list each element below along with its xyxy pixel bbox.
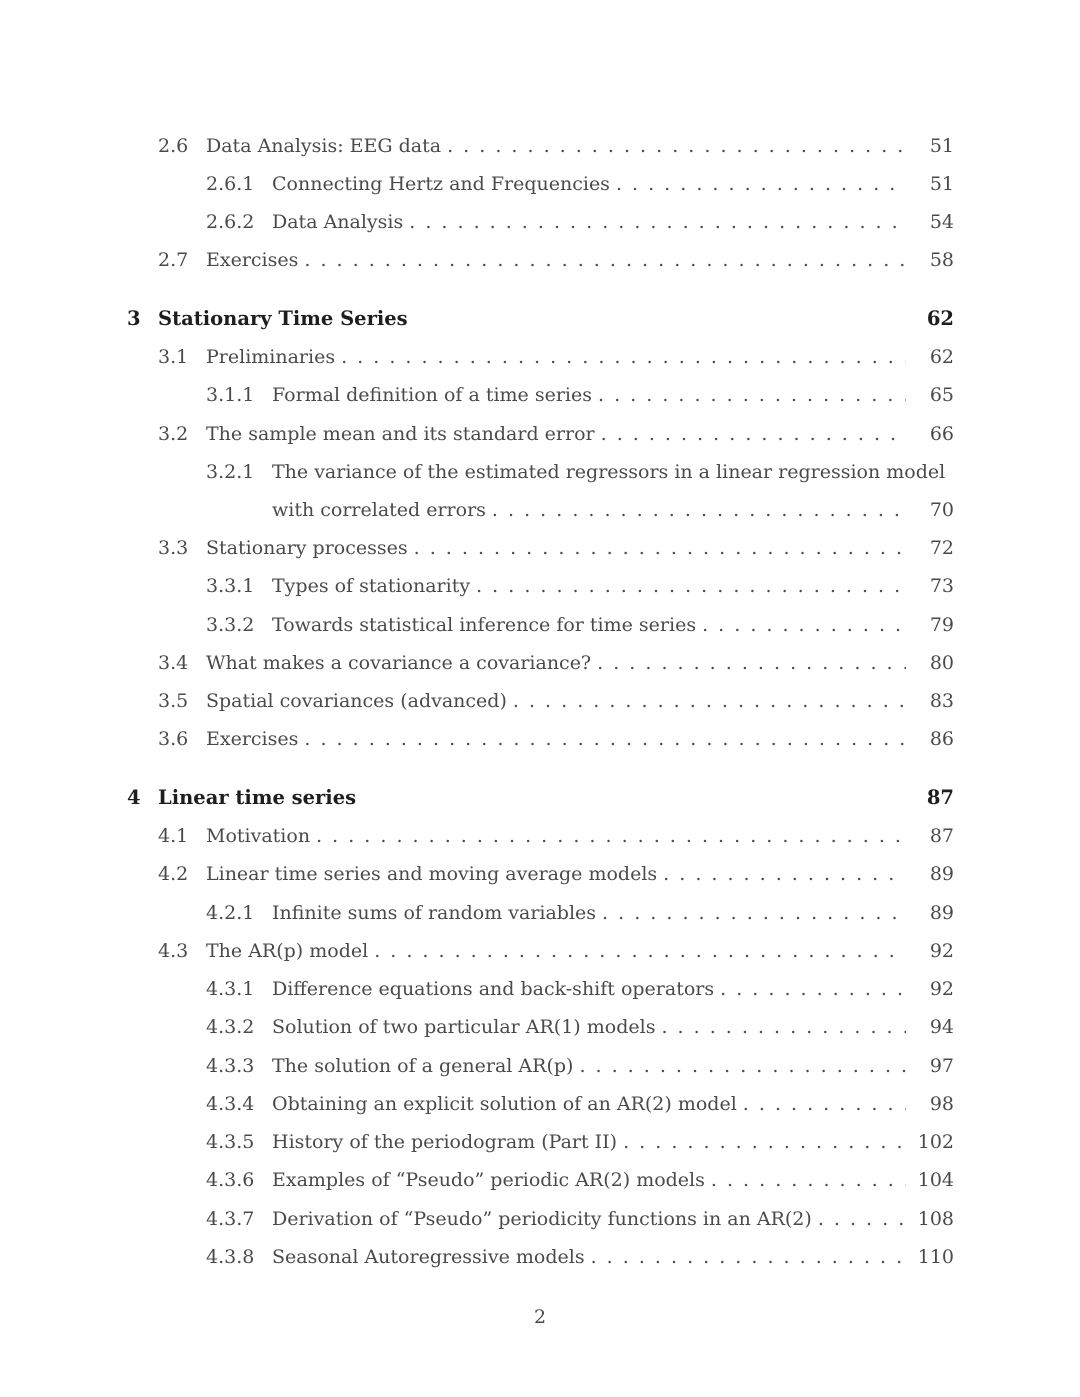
toc-subsection-number: 4.3.1	[206, 978, 255, 1000]
toc-subsection-title: Seasonal Autoregressive models	[272, 1241, 591, 1273]
toc-subsection-row[interactable]	[0, 1011, 1080, 1043]
toc-subsection-title: Towards statistical inference for time series	[272, 609, 702, 641]
toc-subsection-title: Derivation of “Pseudo” periodicity functions in an AR(2)	[272, 1203, 818, 1235]
toc-section-row[interactable]	[0, 723, 1080, 755]
toc-section-number: 3.6	[158, 728, 189, 750]
toc-subsection-page: 79	[929, 614, 954, 636]
toc-section-number: 3.3	[158, 537, 189, 559]
dot-leader	[374, 935, 906, 967]
toc-section-row[interactable]	[0, 935, 1080, 967]
toc-subsection-page: 110	[917, 1246, 954, 1268]
toc-chapter-number: 3	[127, 307, 141, 330]
toc-subsection-row[interactable]	[0, 1164, 1080, 1196]
toc-section-row[interactable]	[0, 130, 1080, 162]
toc-section-number: 4.1	[158, 825, 189, 847]
dot-leader	[341, 341, 906, 373]
dot-leader	[601, 418, 906, 450]
toc-subsection-number: 3.2.1	[206, 461, 255, 483]
toc-section-number: 4.3	[158, 940, 189, 962]
page-number: 2	[533, 1306, 547, 1328]
toc-subsection-page: 94	[929, 1016, 954, 1038]
toc-subsection-page: 104	[917, 1169, 954, 1191]
toc-subsection-number: 4.3.5	[206, 1131, 255, 1153]
toc-subsection-row[interactable]	[0, 206, 1080, 238]
dot-leader	[304, 723, 906, 755]
toc-subsection-row[interactable]	[0, 897, 1080, 929]
toc-subsection-page: 98	[929, 1093, 954, 1115]
toc-subsection-page: 73	[929, 575, 954, 597]
toc-subsection-title: Types of stationarity	[272, 570, 476, 602]
dot-leader	[492, 494, 906, 526]
dot-leader	[414, 532, 906, 564]
dot-leader	[818, 1203, 906, 1235]
toc-section-page: 58	[929, 249, 954, 271]
toc-subsection-title: Difference equations and back-shift operators	[272, 973, 720, 1005]
toc-chapter-title: Stationary Time Series	[158, 303, 414, 335]
toc-subsection-number: 3.3.1	[206, 575, 255, 597]
dot-leader	[597, 647, 906, 679]
dot-leader	[711, 1164, 906, 1196]
toc-subsection-row[interactable]	[0, 379, 1080, 411]
toc-subsection-row[interactable]	[0, 1088, 1080, 1120]
toc-subsection-row[interactable]	[0, 1241, 1080, 1273]
dot-leader	[702, 609, 906, 641]
dot-leader	[661, 1011, 906, 1043]
toc-subsection-number: 4.3.2	[206, 1016, 255, 1038]
toc-section-page: 87	[929, 825, 954, 847]
toc-subsection-row[interactable]	[0, 456, 1080, 488]
toc-subsection-title: Formal definition of a time series	[272, 379, 598, 411]
toc-subsection-title-continuation: with correlated errors	[272, 494, 492, 526]
toc-section-title: Stationary processes	[206, 532, 414, 564]
toc-section-number: 2.7	[158, 249, 189, 271]
toc-subsection-row[interactable]	[0, 1126, 1080, 1158]
toc-subsection-number: 4.3.7	[206, 1208, 255, 1230]
toc-subsection-title: Connecting Hertz and Frequencies	[272, 168, 616, 200]
toc-subsection-page: 70	[929, 499, 954, 521]
toc-subsection-number: 4.2.1	[206, 902, 255, 924]
toc-section-page: 72	[929, 537, 954, 559]
dot-leader	[720, 973, 906, 1005]
toc-subsection-page: 54	[929, 211, 954, 233]
toc-subsection-number: 2.6.1	[206, 173, 255, 195]
toc-section-number: 3.4	[158, 652, 189, 674]
dot-leader	[579, 1050, 906, 1082]
toc-section-page: 80	[929, 652, 954, 674]
dot-leader	[743, 1088, 906, 1120]
toc-subsection-page: 102	[917, 1131, 954, 1153]
dot-leader	[447, 130, 906, 162]
toc-section-row[interactable]	[0, 532, 1080, 564]
toc-chapter-row[interactable]	[0, 303, 1080, 335]
toc-subsection-row[interactable]	[0, 1050, 1080, 1082]
toc-subsection-row-continuation[interactable]	[0, 494, 1080, 526]
toc-section-number: 3.5	[158, 690, 189, 712]
toc-section-page: 83	[929, 690, 954, 712]
dot-leader	[316, 820, 906, 852]
toc-subsection-title: Solution of two particular AR(1) models	[272, 1011, 661, 1043]
toc-subsection-row[interactable]	[0, 570, 1080, 602]
toc-section-number: 4.2	[158, 863, 189, 885]
dot-leader	[476, 570, 906, 602]
toc-subsection-number: 3.3.2	[206, 614, 255, 636]
toc-chapter-page: 62	[926, 307, 954, 330]
toc-section-page: 89	[929, 863, 954, 885]
toc-subsection-title: Infinite sums of random variables	[272, 897, 602, 929]
dot-leader	[663, 858, 906, 890]
toc-section-page: 66	[929, 423, 954, 445]
toc-section-row[interactable]	[0, 341, 1080, 373]
toc-section-page: 92	[929, 940, 954, 962]
toc-section-number: 3.2	[158, 423, 189, 445]
toc-subsection-page: 89	[929, 902, 954, 924]
toc-section-page: 86	[929, 728, 954, 750]
toc-subsection-title: History of the periodogram (Part II)	[272, 1126, 623, 1158]
toc-subsection-number: 4.3.8	[206, 1246, 255, 1268]
toc-subsection-row[interactable]	[0, 973, 1080, 1005]
toc-subsection-title: Examples of “Pseudo” periodic AR(2) models	[272, 1164, 711, 1196]
toc-subsection-page: 51	[929, 173, 954, 195]
toc-section-title: The sample mean and its standard error	[206, 418, 601, 450]
toc-subsection-page: 108	[917, 1208, 954, 1230]
toc-section-row[interactable]	[0, 685, 1080, 717]
toc-subsection-number: 4.3.3	[206, 1055, 255, 1077]
toc-section-title: Preliminaries	[206, 341, 341, 373]
dot-leader	[409, 206, 906, 238]
toc-subsection-title: The solution of a general AR(p)	[272, 1050, 579, 1082]
toc-subsection-title: The variance of the estimated regressors in a linear regression model	[272, 461, 946, 483]
toc-subsection-page: 97	[929, 1055, 954, 1077]
dot-leader	[598, 379, 906, 411]
toc-section-title: Data Analysis: EEG data	[206, 130, 447, 162]
toc-chapter-number: 4	[127, 786, 141, 809]
toc-subsection-title: Data Analysis	[272, 206, 409, 238]
toc-subsection-number: 4.3.6	[206, 1169, 255, 1191]
toc-subsection-title: Obtaining an explicit solution of an AR(2) model	[272, 1088, 743, 1120]
dot-leader	[616, 168, 906, 200]
toc-subsection-row[interactable]	[0, 609, 1080, 641]
toc-section-page: 51	[929, 135, 954, 157]
toc-section-title: Linear time series and moving average models	[206, 858, 663, 890]
toc-subsection-row[interactable]	[0, 1203, 1080, 1235]
dot-leader	[304, 244, 906, 276]
dot-leader	[513, 685, 906, 717]
toc-section-title: Spatial covariances (advanced)	[206, 685, 513, 717]
toc-subsection-number: 2.6.2	[206, 211, 255, 233]
toc-subsection-number: 3.1.1	[206, 384, 255, 406]
toc-section-page: 62	[929, 346, 954, 368]
toc-chapter-page: 87	[926, 786, 954, 809]
toc-chapter-title: Linear time series	[158, 782, 362, 814]
toc-subsection-page: 92	[929, 978, 954, 1000]
dot-leader	[591, 1241, 906, 1273]
toc-section-row[interactable]	[0, 858, 1080, 890]
dot-leader	[602, 897, 906, 929]
toc-section-title: The AR(p) model	[206, 935, 374, 967]
toc-subsection-row[interactable]	[0, 168, 1080, 200]
toc-subsection-number: 4.3.4	[206, 1093, 255, 1115]
toc-section-row[interactable]	[0, 418, 1080, 450]
toc-section-row[interactable]	[0, 647, 1080, 679]
toc-section-title: Exercises	[206, 244, 304, 276]
toc-subsection-page: 65	[929, 384, 954, 406]
toc-section-number: 2.6	[158, 135, 189, 157]
toc-chapter-row[interactable]	[0, 782, 1080, 814]
toc-section-title: What makes a covariance a covariance?	[206, 647, 597, 679]
toc-section-number: 3.1	[158, 346, 189, 368]
dot-leader	[623, 1126, 906, 1158]
toc-section-title: Exercises	[206, 723, 304, 755]
toc-section-row[interactable]	[0, 244, 1080, 276]
toc-section-title: Motivation	[206, 820, 316, 852]
toc-section-row[interactable]	[0, 820, 1080, 852]
